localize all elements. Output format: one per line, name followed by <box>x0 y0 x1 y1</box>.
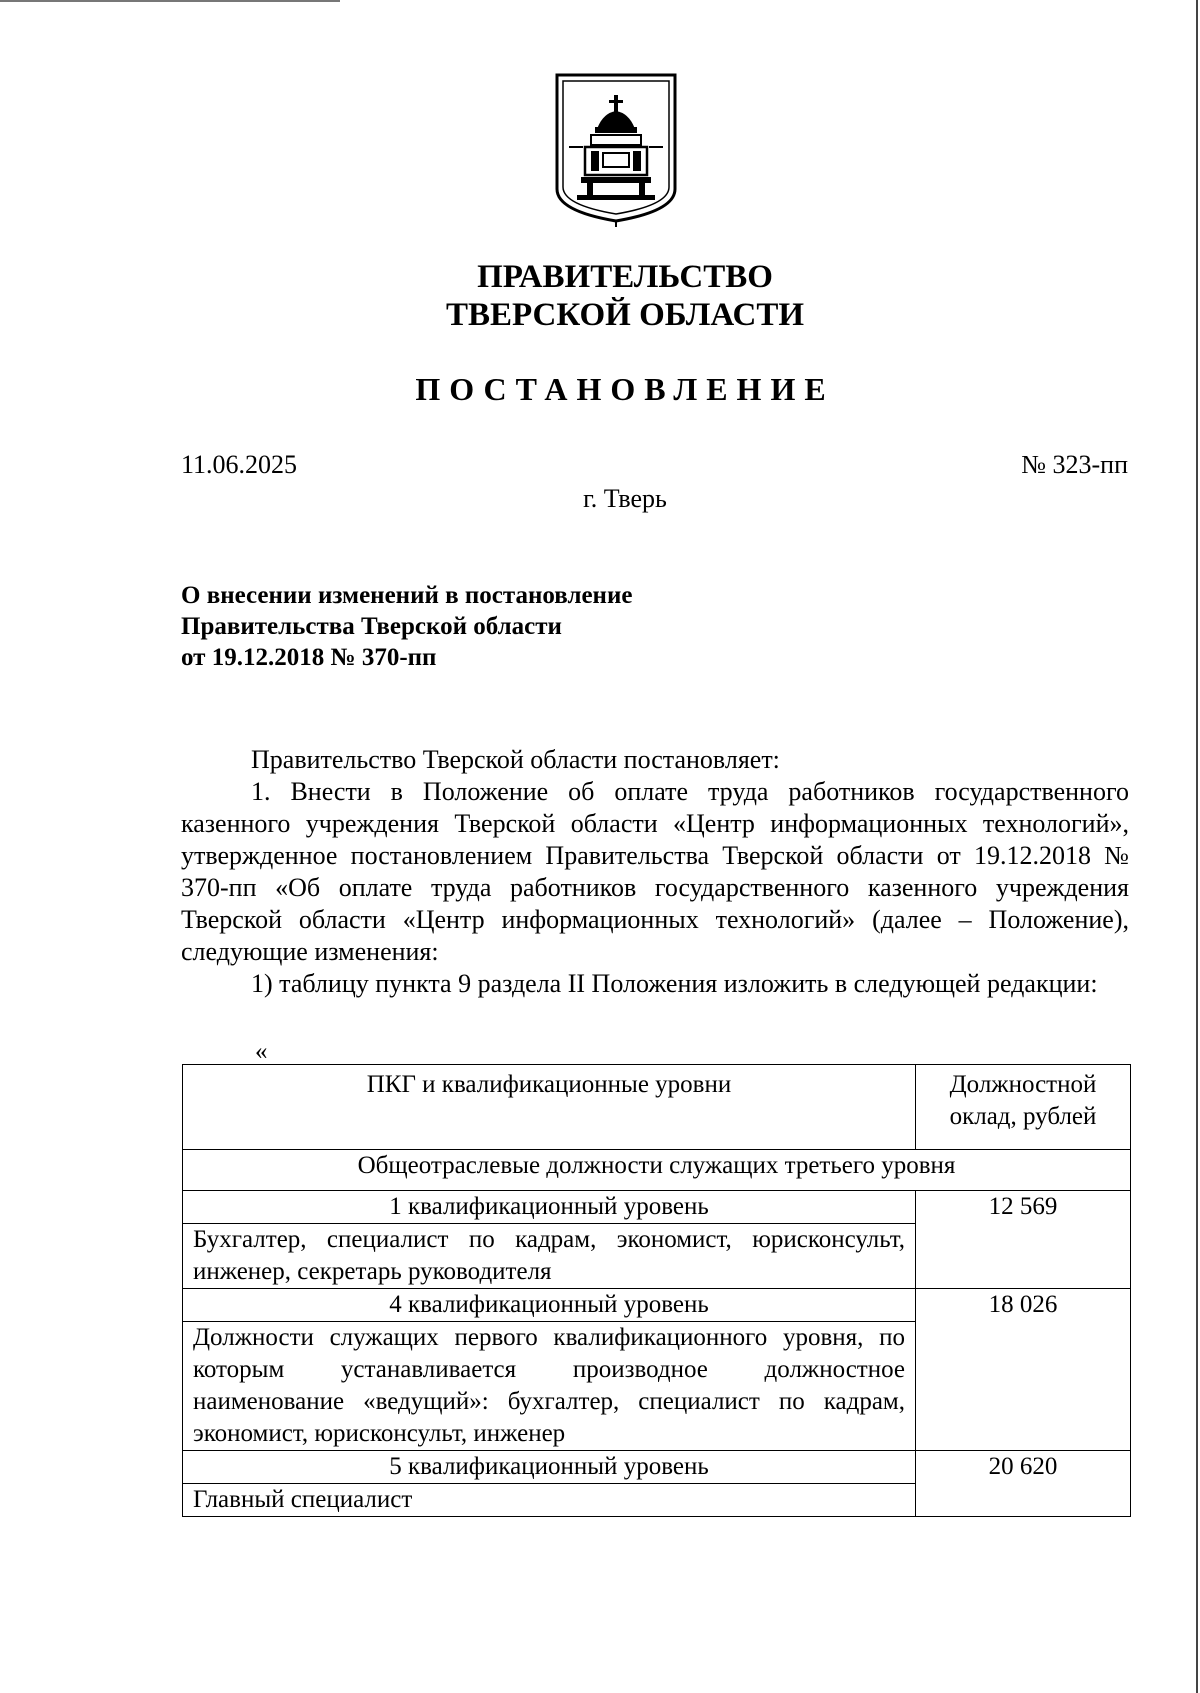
government-title <box>300 258 950 334</box>
body-intro: Правительство Тверской области постановляет: <box>251 745 780 774</box>
table-section-row <box>183 1150 1131 1191</box>
quote-open-mark: « <box>255 1038 268 1065</box>
salary-table <box>182 1064 1131 1517</box>
scan-edge-right <box>1196 0 1198 1693</box>
table-header-salary <box>916 1065 1131 1150</box>
document-subject <box>181 580 781 673</box>
document-type: ПОСТАНОВЛЕНИЕ <box>415 371 835 407</box>
position-list: Бухгалтер, специалист по кадрам, экономист, юрисконсульт, инженер, секретарь руководителя <box>183 1224 916 1289</box>
government-title-line1: ПРАВИТЕЛЬСТВО <box>477 259 773 295</box>
table-header-salary-line2: оклад, рублей <box>949 1103 1097 1130</box>
salary-value: 12 569 <box>916 1191 1131 1289</box>
table-row <box>183 1191 1131 1224</box>
document-city: г. Тверь <box>583 484 667 513</box>
document-body <box>181 744 1129 1000</box>
qualification-level: 1 квалификационный уровень <box>183 1191 916 1224</box>
coat-of-arms-icon <box>553 71 679 229</box>
government-title-line2: ТВЕРСКОЙ ОБЛАСТИ <box>445 297 805 333</box>
subject-line3: от 19.12.2018 № 370-пп <box>181 644 437 671</box>
document-number: № 323-пп <box>1021 450 1128 479</box>
table-header-row <box>183 1065 1131 1150</box>
table-row <box>183 1289 1131 1322</box>
salary-value: 20 620 <box>916 1451 1131 1517</box>
table-row <box>183 1451 1131 1484</box>
salary-value: 18 026 <box>916 1289 1131 1451</box>
table-section-title: Общеотраслевые должности служащих третьего уровня <box>183 1150 1131 1191</box>
body-item-1-1: 1) таблицу пункта 9 раздела II Положения изложить в следующей редакции: <box>251 969 1098 998</box>
qualification-level: 5 квалификационный уровень <box>183 1451 916 1484</box>
body-item-1: 1. Внести в Положение об оплате труда работников государственного казенного учреждения Тверской области «Центр информационных технологий», утвержденное постановлением Правительства Тверской области от 19.12.2018 № 370-пп «Об оплате труда работников государственного казенного учреждения Тверской области «Центр информационных технологий» (далее – Положение), следующие изменения: <box>181 777 1129 966</box>
table-header-qualification: ПКГ и квалификационные уровни <box>183 1065 916 1150</box>
position-list: Должности служащих первого квалификационного уровня, по которым устанавливается производное должностное наименование «ведущий»: бухгалтер, специалист по кадрам, экономист, юрисконсульт, инженер <box>183 1322 916 1451</box>
subject-line1: О внесении изменений в постановление <box>181 582 633 609</box>
position-list: Главный специалист <box>183 1484 916 1517</box>
qualification-level: 4 квалификационный уровень <box>183 1289 916 1322</box>
subject-line2: Правительства Тверской области <box>181 613 562 640</box>
scan-edge-top <box>0 0 340 2</box>
table-header-salary-line1: Должностной <box>949 1071 1097 1098</box>
document-date: 11.06.2025 <box>181 450 298 479</box>
